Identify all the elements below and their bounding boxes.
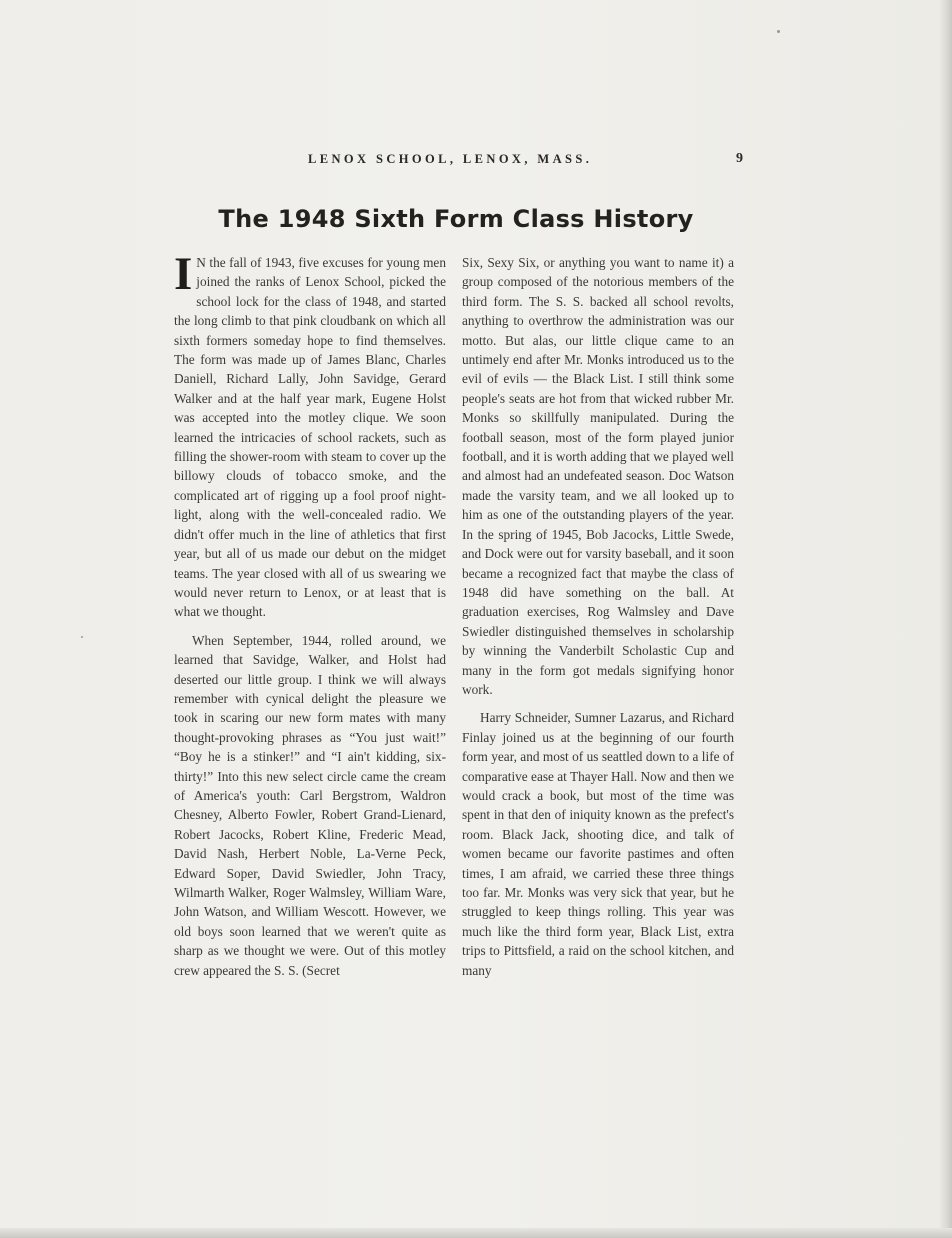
running-header: [0, 152, 952, 172]
running-header-school: LENOX SCHOOL, LENOX, MASS.: [308, 152, 593, 166]
left-paragraph-1: [174, 248, 446, 622]
left-paragraph-1-text: N the fall of 1943, five excuses for young men joined the ranks of Lenox School, picked the school lock for the class of 1948, and started the long climb to that pink cloudbank on which all sixth formers someday hope to find themselves. The form was made up of James Blanc, Charles Daniell, Richard Lally, John Savidge, Gerard Walker and at the half year mark, Eugene Holst was accepted into the motley clique. We soon learned the intricacies of school rackets, such as filling the shower-room with steam to cover up the billowy clouds of tobacco smoke, and the complicated art of rigging up a fool proof night-light, along with the well-concealed radio. We didn't offer much in the line of athletics that first year, but all of us made our debut on the midget teams. The year closed with all of us swearing we would never return to Lenox, or at least that is what we thought.: [174, 255, 446, 620]
left-paragraph-2: When September, 1944, rolled around, we learned that Savidge, Walker, and Holst had deserted our little group. I think we will always remember with cynical delight the pleasure we took in scaring our new form mates with many thought-provoking phrases as “You just wait!” “Boy he is a stinker!” and “I ain't kidding, six-thirty!” Into this new select circle came the cream of America's youth: Carl Bergstrom, Waldron Chesney, Alberto Fowler, Robert Grand-Lienard, Robert Jacocks, Robert Kline, Frederic Mead, David Nash, Herbert Noble, La-Verne Peck, Edward Soper, David Swiedler, John Tracy, Wilmarth Walker, Roger Walmsley, William Ware, John Watson, and William Wescott. However, we old boys soon learned that we weren't quite as sharp as we thought we were. Out of this motley crew appeared the S. S. (Secret: [174, 632, 446, 978]
page-number: 9: [736, 151, 743, 166]
page-right-edge: [940, 0, 952, 1238]
page-bottom-edge: [0, 1228, 952, 1238]
right-paragraph-1: Six, Sexy Six, or anything you want to name it) a group composed of the notorious members of the third form. The S. S. backed all school revolts, anything to overthrow the administration was our motto. But alas, our little clique came to an untimely end after Mr. Monks introduced us to the evil of evils — the Black List. I still think some people's seats are hot from that wicked rubber Mr. Monks so skillfully manipulated. During the football season, most of the form played junior football, and it is worth adding that we played well and almost had an undefeated season. Doc Watson made the varsity team, and we all looked up to him as one of the outstanding players of the year. In the spring of 1945, Bob Jacocks, Little Swede, and Dock were out for varsity baseball, and it soon became a recognized fact that maybe the class of 1948 did have something on the ball. At graduation exercises, Rog Walmsley and Dave Swiedler distinguished themselves in scholarship by winning the Vanderbilt Scholastic Cup and many in the form got medals signifying honor work.: [462, 255, 734, 697]
paper-speck: [777, 30, 780, 33]
paper-speck: [81, 636, 83, 638]
right-column: [462, 253, 734, 989]
drop-cap: I: [174, 248, 193, 300]
left-column: [174, 248, 446, 989]
right-paragraph-2: Harry Schneider, Sumner Lazarus, and Richard Finlay joined us at the beginning of our fourth form year, and most of us seattled down to a life of comparative ease at Thayer Hall. Now and then we would crack a book, but most of the time was spent in that den of iniquity known as the prefect's room. Black Jack, shooting dice, and talk of women became our favorite pastimes and often times, I am afraid, we carried these three things too far. Mr. Monks was very sick that year, but he struggled to keep things rolling. This year was much like the third form year, Black List, extra trips to Pittsfield, a raid on the school kitchen, and many: [462, 710, 734, 978]
article-title: The 1948 Sixth Form Class History: [218, 205, 694, 233]
